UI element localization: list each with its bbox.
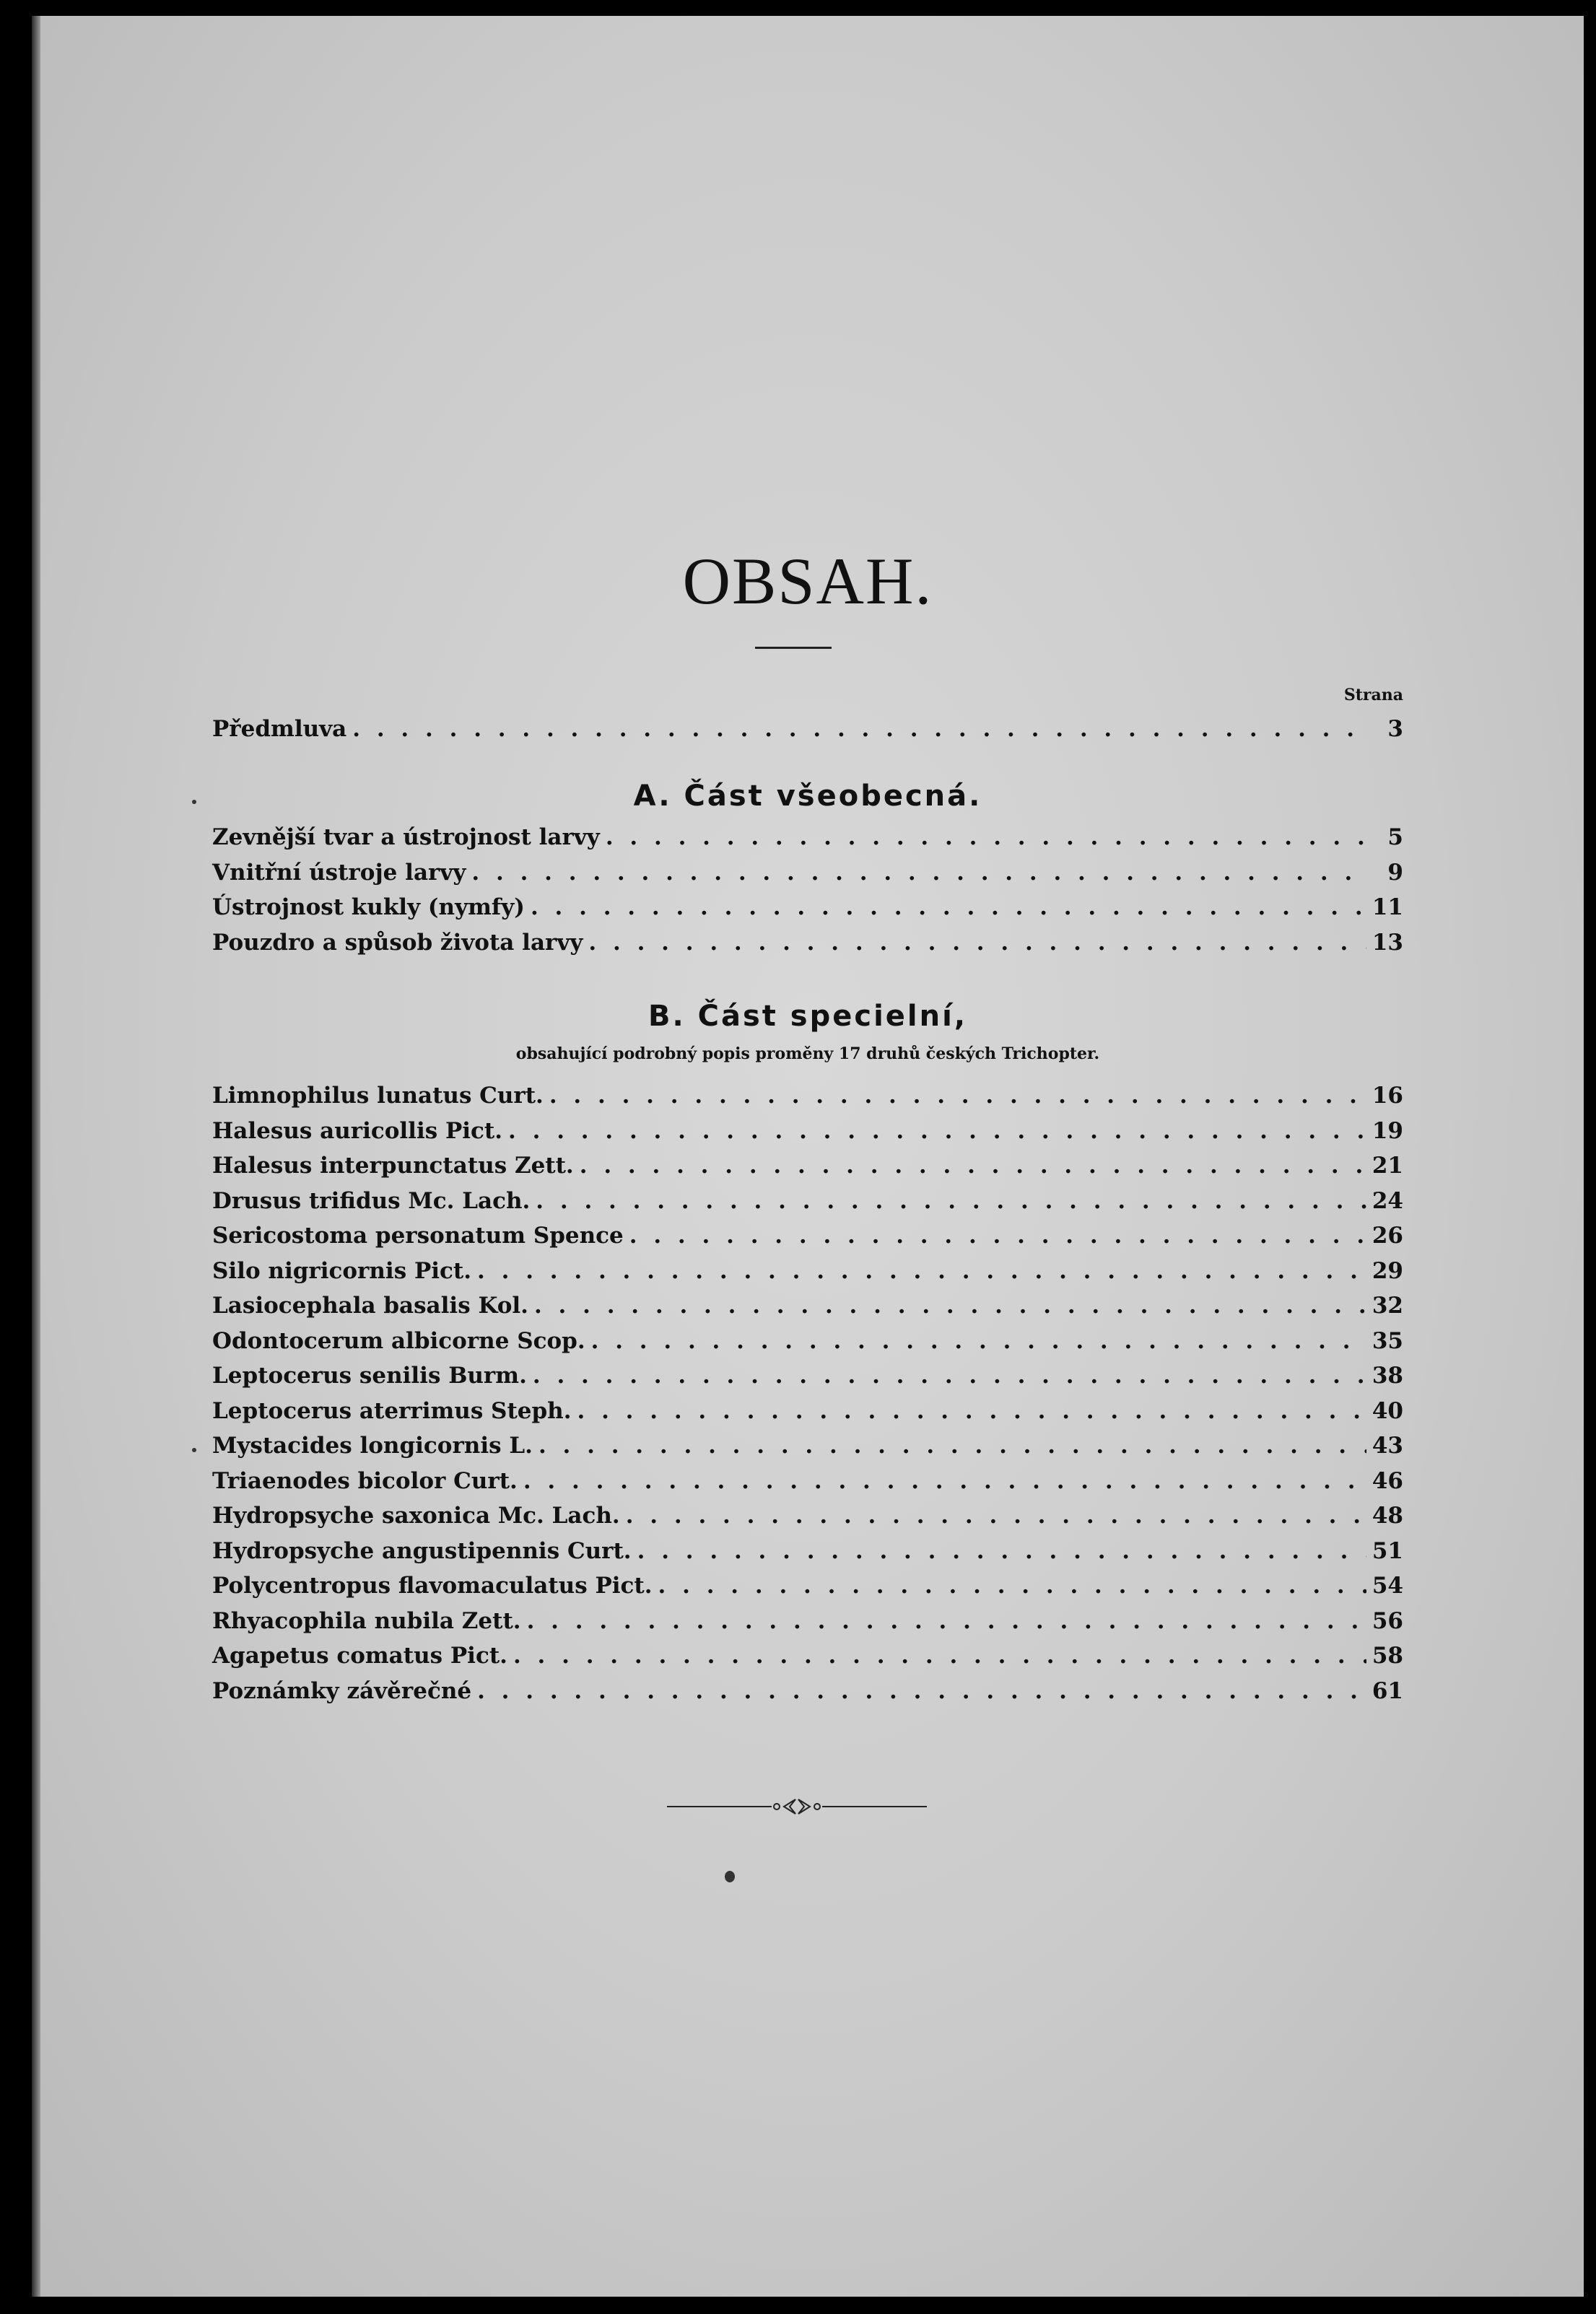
toc-entry <box>212 860 1403 895</box>
dot-leader <box>588 930 1366 956</box>
toc-entry-label: Pouzdro a spůsob života larvy <box>212 929 583 956</box>
section-a-heading: A. Část všeobecná. <box>633 780 982 813</box>
dot-leader <box>527 1608 1366 1634</box>
toc-entry-label: Leptocerus senilis Burm. <box>212 1363 527 1389</box>
toc-entry-label: Ústrojnost kukly (nymfy) <box>212 894 525 920</box>
page-column-header: Strana <box>1343 686 1403 704</box>
toc-entry <box>212 1538 1403 1573</box>
toc-entry-page: 32 <box>1372 1293 1403 1319</box>
toc-entry <box>212 1258 1403 1293</box>
dot-leader <box>658 1573 1366 1599</box>
toc-entry-page: 24 <box>1372 1187 1403 1214</box>
toc-entry-label: Odontocerum albicorne Scop. <box>212 1327 585 1354</box>
toc-entry-label: Předmluva <box>212 716 347 742</box>
section-b-subheading: obsahující podrobný popis proměny 17 druhů českých Trichopter. <box>515 1044 1100 1063</box>
toc-entry-page: 16 <box>1372 1083 1403 1109</box>
toc-entry-label: Poznámky závěrečné <box>212 1677 472 1704</box>
toc-entry-label: Rhyacophila nubila Zett. <box>212 1607 521 1634</box>
toc-entry-page: 58 <box>1372 1643 1403 1669</box>
toc-entry <box>212 1363 1403 1398</box>
dot-leader <box>534 1293 1366 1319</box>
dot-leader <box>591 1328 1366 1354</box>
dot-leader <box>471 860 1369 886</box>
dot-leader <box>538 1433 1366 1459</box>
toc-entry-label: Hydropsyche angustipennis Curt. <box>212 1537 632 1564</box>
toc-entry-page: 46 <box>1372 1467 1403 1494</box>
toc-entry <box>212 1118 1403 1153</box>
toc-entry <box>212 1678 1403 1713</box>
dot-leader <box>477 1678 1366 1704</box>
toc-entry-label: Agapetus comatus Pict. <box>212 1643 507 1669</box>
toc-entry-label: Limnophilus lunatus Curt. <box>212 1083 544 1109</box>
toc-entry-page: 5 <box>1387 824 1403 850</box>
dot-leader <box>523 1468 1366 1494</box>
dot-leader <box>577 1398 1366 1424</box>
toc-entry <box>212 1643 1403 1678</box>
toc-entry-label: Halesus interpunctatus Zett. <box>212 1153 574 1179</box>
toc-entry <box>212 1398 1403 1433</box>
toc-entry-page: 9 <box>1387 859 1403 886</box>
toc-entry <box>212 1503 1403 1538</box>
toc-entry <box>212 1328 1403 1363</box>
toc-preface-list <box>212 716 1403 751</box>
toc-entry-page: 11 <box>1372 894 1403 920</box>
toc-entry <box>212 716 1403 751</box>
toc-entry-page: 40 <box>1372 1397 1403 1424</box>
page-speck <box>725 1871 735 1882</box>
title-divider <box>755 647 832 649</box>
toc-entry <box>212 1433 1403 1468</box>
toc-entry <box>212 894 1403 930</box>
page-speck <box>192 1448 196 1452</box>
toc-entry-label: Halesus auricollis Pict. <box>212 1117 503 1144</box>
toc-entry <box>212 1468 1403 1503</box>
toc-entry-page: 19 <box>1372 1117 1403 1144</box>
toc-entry-page: 29 <box>1372 1257 1403 1284</box>
toc-entry-page: 3 <box>1387 716 1403 742</box>
dot-leader <box>531 894 1366 920</box>
toc-entry <box>212 930 1403 965</box>
toc-entry-page: 51 <box>1372 1537 1403 1564</box>
toc-entry-label: Silo nigricornis Pict. <box>212 1257 472 1284</box>
toc-entry <box>212 1293 1403 1328</box>
toc-entry-page: 54 <box>1372 1573 1403 1599</box>
toc-entry-page: 61 <box>1372 1677 1403 1704</box>
toc-entry-page: 38 <box>1372 1363 1403 1389</box>
toc-entry-label: Triaenodes bicolor Curt. <box>212 1467 518 1494</box>
book-page <box>32 16 1584 2297</box>
section-b-heading: B. Část specielní, <box>647 1000 968 1033</box>
toc-entry <box>212 1188 1403 1223</box>
toc-entry <box>212 1608 1403 1643</box>
toc-entry-label: Hydropsyche saxonica Mc. Lach. <box>212 1503 620 1529</box>
toc-section-b-list <box>212 1083 1403 1713</box>
toc-entry-page: 21 <box>1372 1153 1403 1179</box>
dot-leader <box>536 1188 1366 1214</box>
dot-leader <box>629 1223 1366 1249</box>
dot-leader <box>533 1363 1366 1389</box>
toc-entry <box>212 824 1403 860</box>
page-speck <box>192 800 196 804</box>
toc-entry-page: 56 <box>1372 1607 1403 1634</box>
dot-leader <box>352 716 1369 742</box>
toc-entry-label: Leptocerus aterrimus Steph. <box>212 1397 572 1424</box>
end-ornament-icon <box>667 1796 927 1817</box>
toc-entry-page: 35 <box>1372 1327 1403 1354</box>
toc-entry-label: Polycentropus flavomaculatus Pict. <box>212 1573 653 1599</box>
page-title: OBSAH. <box>682 544 933 618</box>
dot-leader <box>508 1118 1366 1144</box>
dot-leader <box>580 1153 1366 1179</box>
dot-leader <box>477 1258 1366 1284</box>
toc-entry <box>212 1223 1403 1258</box>
toc-entry-page: 43 <box>1372 1433 1403 1459</box>
toc-entry-label: Zevnější tvar a ústrojnost larvy <box>212 824 600 850</box>
toc-entry-label: Drusus trifidus Mc. Lach. <box>212 1187 531 1214</box>
toc-entry-page: 26 <box>1372 1223 1403 1249</box>
page-edge <box>32 16 40 2297</box>
dot-leader <box>626 1503 1366 1529</box>
toc-entry <box>212 1153 1403 1188</box>
toc-entry-label: Vnitřní ústroje larvy <box>212 859 466 886</box>
dot-leader <box>606 824 1369 850</box>
toc-entry <box>212 1083 1403 1118</box>
toc-section-a-list <box>212 824 1403 964</box>
toc-entry <box>212 1573 1403 1608</box>
toc-entry-label: Mystacides longicornis L. <box>212 1433 533 1459</box>
dot-leader <box>549 1083 1366 1109</box>
toc-entry-page: 13 <box>1372 929 1403 956</box>
toc-entry-page: 48 <box>1372 1503 1403 1529</box>
dot-leader <box>637 1538 1366 1564</box>
dot-leader <box>513 1643 1366 1669</box>
toc-entry-label: Lasiocephala basalis Kol. <box>212 1293 528 1319</box>
toc-entry-label: Sericostoma personatum Spence <box>212 1223 624 1249</box>
